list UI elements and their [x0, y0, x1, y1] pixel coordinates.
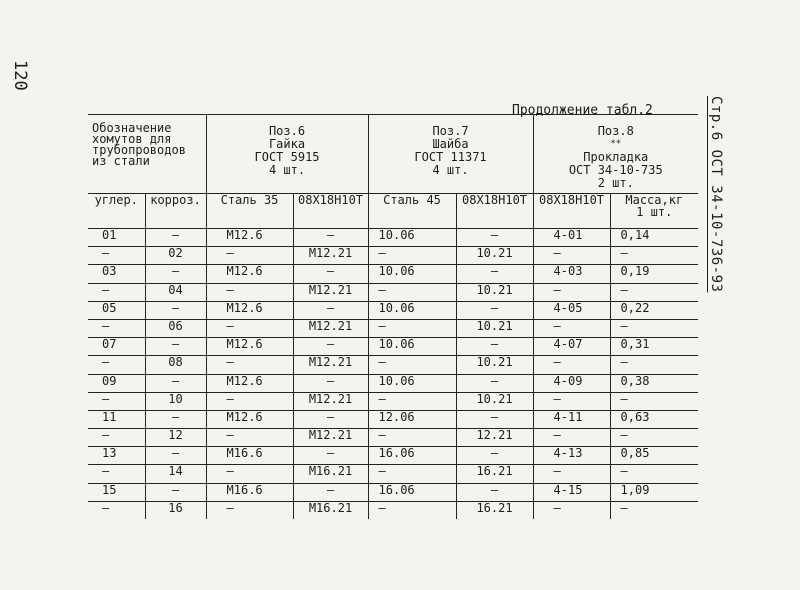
cell-carbon: 05	[88, 301, 145, 319]
cell-mass: –	[610, 429, 698, 447]
table-body	[88, 229, 698, 520]
cell-corrosion: –	[145, 447, 206, 465]
table-row	[88, 319, 698, 337]
cell-steel35: –	[206, 429, 293, 447]
cell-gasket: 4-07	[533, 338, 610, 356]
cell-steel45: 10.06	[368, 265, 456, 283]
cell-gasket: 4-11	[533, 410, 610, 428]
cell-gasket: 4-03	[533, 265, 610, 283]
cell-alloy-pos6: М12.21	[293, 392, 368, 410]
cell-corrosion: 16	[145, 501, 206, 519]
cell-steel45: –	[368, 392, 456, 410]
cell-steel35: М12.6	[206, 410, 293, 428]
cell-steel45: –	[368, 319, 456, 337]
cell-carbon: 15	[88, 483, 145, 501]
sub-alloy-pos8: 08Х18Н10Т	[533, 194, 610, 229]
cell-steel45: –	[368, 356, 456, 374]
cell-alloy-pos7: 10.21	[456, 392, 533, 410]
cell-carbon: 03	[88, 265, 145, 283]
cell-gasket: –	[533, 392, 610, 410]
cell-alloy-pos6: М12.21	[293, 247, 368, 265]
table-row	[88, 483, 698, 501]
cell-corrosion: 06	[145, 319, 206, 337]
cell-alloy-pos6: –	[293, 483, 368, 501]
cell-alloy-pos7: 16.21	[456, 465, 533, 483]
cell-alloy-pos6: –	[293, 410, 368, 428]
header-pos7-washer: Поз.7 Шайба ГОСТ 11371 4 шт.	[368, 115, 533, 194]
cell-mass: –	[610, 501, 698, 519]
cell-steel35: М12.6	[206, 338, 293, 356]
cell-alloy-pos7: 16.21	[456, 501, 533, 519]
cell-corrosion: 12	[145, 429, 206, 447]
cell-alloy-pos7: –	[456, 301, 533, 319]
cell-carbon: 09	[88, 374, 145, 392]
sub-steel45: Сталь 45	[368, 194, 456, 229]
cell-corrosion: 04	[145, 283, 206, 301]
sub-alloy-pos7: 08Х18Н10Т	[456, 194, 533, 229]
cell-alloy-pos7: –	[456, 447, 533, 465]
cell-carbon: –	[88, 465, 145, 483]
cell-gasket: 4-09	[533, 374, 610, 392]
cell-alloy-pos6: –	[293, 265, 368, 283]
page-number: 120	[10, 60, 30, 91]
table-row	[88, 283, 698, 301]
cell-steel45: –	[368, 501, 456, 519]
table-row	[88, 374, 698, 392]
sub-mass: Масса,кг 1 шт.	[610, 194, 698, 229]
cell-steel45: 10.06	[368, 338, 456, 356]
cell-alloy-pos7: –	[456, 483, 533, 501]
sub-corrosion: корроз.	[145, 194, 206, 229]
cell-mass: –	[610, 283, 698, 301]
cell-steel35: М12.6	[206, 229, 293, 247]
table-row	[88, 265, 698, 283]
cell-mass: 0,63	[610, 410, 698, 428]
table-row	[88, 301, 698, 319]
cell-alloy-pos7: 10.21	[456, 356, 533, 374]
cell-gasket: –	[533, 429, 610, 447]
cell-gasket: 4-13	[533, 447, 610, 465]
cell-alloy-pos7: 10.21	[456, 319, 533, 337]
cell-alloy-pos6: М12.21	[293, 319, 368, 337]
cell-alloy-pos7: –	[456, 265, 533, 283]
cell-mass: 0,14	[610, 229, 698, 247]
cell-carbon: 01	[88, 229, 145, 247]
cell-mass: –	[610, 392, 698, 410]
cell-steel35: –	[206, 392, 293, 410]
cell-gasket: –	[533, 283, 610, 301]
table-subheader-row	[88, 194, 698, 229]
cell-alloy-pos6: –	[293, 374, 368, 392]
table-row	[88, 447, 698, 465]
cell-corrosion: 10	[145, 392, 206, 410]
cell-steel45: 12.06	[368, 410, 456, 428]
cell-alloy-pos7: 10.21	[456, 247, 533, 265]
table-row	[88, 410, 698, 428]
cell-mass: –	[610, 319, 698, 337]
cell-gasket: –	[533, 247, 610, 265]
cell-mass: –	[610, 247, 698, 265]
cell-steel35: –	[206, 465, 293, 483]
cell-steel35: М12.6	[206, 374, 293, 392]
cell-corrosion: –	[145, 374, 206, 392]
header-pos8-gasket: Поз.8 ** Прокладка ОСТ 34-10-735 2 шт.	[533, 115, 698, 194]
cell-steel35: –	[206, 247, 293, 265]
cell-alloy-pos7: –	[456, 410, 533, 428]
cell-steel35: –	[206, 283, 293, 301]
cell-steel45: 10.06	[368, 301, 456, 319]
cell-steel35: М12.6	[206, 301, 293, 319]
cell-steel35: М16.6	[206, 483, 293, 501]
cell-alloy-pos6: –	[293, 338, 368, 356]
cell-alloy-pos6: М12.21	[293, 283, 368, 301]
cell-steel45: –	[368, 429, 456, 447]
cell-mass: 0,38	[610, 374, 698, 392]
table-continuation-label: Продолжение табл.2	[512, 103, 653, 118]
document-side-label: Стр.6 ОСТ 34-10-736-93	[708, 96, 724, 293]
cell-steel35: М16.6	[206, 447, 293, 465]
sub-steel35: Сталь 35	[206, 194, 293, 229]
cell-mass: 0,31	[610, 338, 698, 356]
cell-gasket: 4-01	[533, 229, 610, 247]
cell-alloy-pos7: –	[456, 338, 533, 356]
cell-mass: –	[610, 356, 698, 374]
cell-alloy-pos7: –	[456, 374, 533, 392]
header-pos6-nut: Поз.6 Гайка ГОСТ 5915 4 шт.	[206, 115, 368, 194]
table-row	[88, 501, 698, 519]
cell-carbon: –	[102, 501, 110, 515]
cell-steel35: М12.6	[206, 265, 293, 283]
clamp-parts-table	[88, 115, 698, 519]
cell-steel35: –	[206, 501, 293, 519]
cell-corrosion: 08	[145, 356, 206, 374]
sub-carbon: углер.	[88, 194, 145, 229]
cell-steel45: 10.06	[368, 229, 456, 247]
cell-gasket: –	[533, 501, 610, 519]
cell-alloy-pos7: –	[456, 229, 533, 247]
table-row	[88, 429, 698, 447]
cell-corrosion: –	[145, 301, 206, 319]
cell-carbon: –	[88, 283, 145, 301]
cell-alloy-pos6: М12.21	[293, 429, 368, 447]
cell-steel45: –	[368, 283, 456, 301]
table-row	[88, 465, 698, 483]
cell-corrosion: –	[145, 265, 206, 283]
cell-alloy-pos6: М16.21	[293, 501, 368, 519]
cell-mass: 0,22	[610, 301, 698, 319]
cell-carbon: 07	[88, 338, 145, 356]
cell-gasket: 4-05	[533, 301, 610, 319]
table-row	[88, 247, 698, 265]
cell-alloy-pos7: 12.21	[456, 429, 533, 447]
cell-corrosion: –	[145, 410, 206, 428]
cell-carbon: –	[88, 356, 145, 374]
cell-mass: 0,85	[610, 447, 698, 465]
cell-alloy-pos6: –	[293, 447, 368, 465]
cell-carbon: –	[88, 392, 145, 410]
footnote-mark: **	[610, 139, 622, 149]
cell-corrosion: –	[145, 229, 206, 247]
cell-corrosion: 14	[145, 465, 206, 483]
table-row	[88, 356, 698, 374]
table-row	[88, 392, 698, 410]
cell-alloy-pos6: –	[293, 229, 368, 247]
cell-steel45: 16.06	[368, 483, 456, 501]
cell-gasket: –	[533, 465, 610, 483]
cell-alloy-pos6: –	[293, 301, 368, 319]
cell-carbon: –	[88, 247, 145, 265]
cell-gasket: –	[533, 319, 610, 337]
cell-steel45: 16.06	[368, 447, 456, 465]
cell-corrosion: –	[145, 338, 206, 356]
cell-corrosion: –	[145, 483, 206, 501]
cell-corrosion: 02	[145, 247, 206, 265]
cell-carbon: 13	[88, 447, 145, 465]
cell-steel35: –	[206, 356, 293, 374]
cell-carbon: –	[88, 429, 145, 447]
cell-gasket: 4-15	[533, 483, 610, 501]
cell-steel35: –	[206, 319, 293, 337]
header-designation: Обозначение хомутов для трубопроводов из стали	[88, 115, 206, 194]
cell-steel45: –	[368, 465, 456, 483]
cell-carbon: 11	[88, 410, 145, 428]
cell-carbon: –	[88, 319, 145, 337]
cell-steel45: 10.06	[368, 374, 456, 392]
table-row	[88, 229, 698, 247]
cell-mass: 0,19	[610, 265, 698, 283]
cell-alloy-pos6: М16.21	[293, 465, 368, 483]
sub-alloy-pos6: 08Х18Н10Т	[293, 194, 368, 229]
cell-alloy-pos7: 10.21	[456, 283, 533, 301]
cell-steel45: –	[368, 247, 456, 265]
cell-mass: –	[610, 465, 698, 483]
table-header-row	[88, 115, 698, 194]
table-row	[88, 338, 698, 356]
cell-gasket: –	[533, 356, 610, 374]
cell-alloy-pos6: М12.21	[293, 356, 368, 374]
cell-mass: 1,09	[610, 483, 698, 501]
